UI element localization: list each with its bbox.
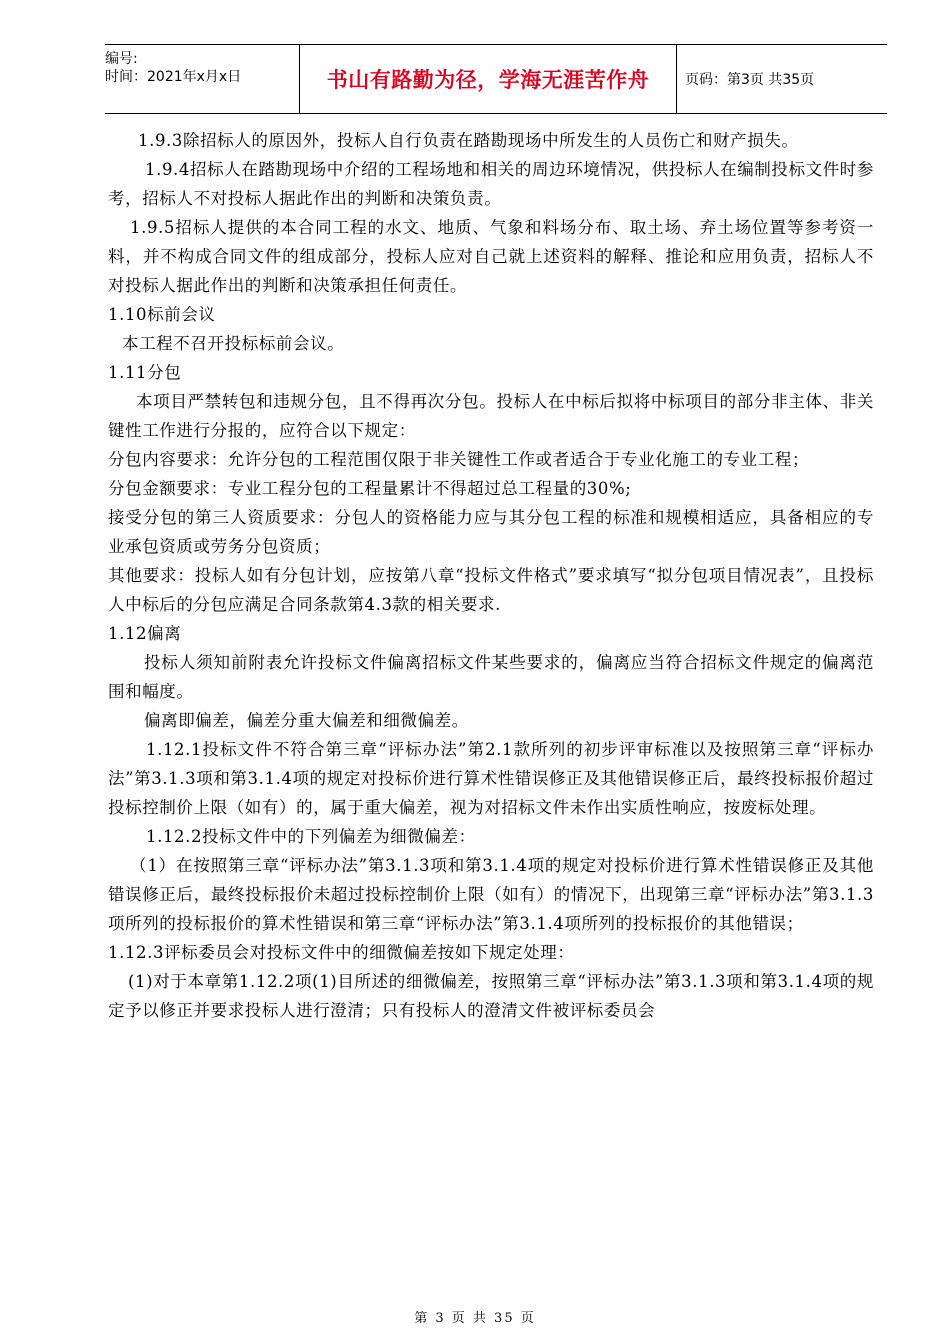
paragraph-subcontract-other: 其他要求：投标人如有分包计划，应按第八章“投标文件格式”要求填写“拟分包项目情况表”，且投标人中标后的分包应满足合同条款第4.3款的相关要求. [108, 566, 874, 614]
page-header [105, 44, 887, 114]
header-motto: 书山有路勤为径，学海无涯苦作舟 [300, 45, 677, 113]
paragraph-subcontract-qualification: 接受分包的第三人资质要求：分包人的资格能力应与其分包工程的标准和规模相适应，具备相应的专业承包资质或劳务分包资质； [108, 508, 874, 556]
page-footer: 第 3 页 共 35 页 [414, 1311, 536, 1326]
paragraph-subcontract-intro: 本项目严禁转包和违规分包，且不得再次分包。投标人在中标后拟将中标项目的部分非主体、非关键性工作进行分报的，应符合以下规定： [108, 392, 874, 440]
paragraph-1-12-3: 1.12.3评标委员会对投标文件中的细微偏差按如下规定处理： [108, 943, 575, 962]
paragraph-1-12-2: 1.12.2投标文件中的下列偏差为细微偏差： [146, 827, 476, 846]
heading-1-10: 1.10标前会议 [108, 305, 216, 324]
header-page-info: 页码：第3页 共35页 [685, 72, 815, 88]
document-time: 时间：2021年x月x日 [105, 69, 242, 85]
paragraph-subcontract-content: 分包内容要求：允许分包的工程范围仅限于非关键性工作或者适合于专业化施工的专业工程； [108, 450, 810, 469]
paragraph-deviation-intro: 投标人须知前附表允许投标文件偏离招标文件某些要求的，偏离应当符合招标文件规定的偏离范围和幅度。 [108, 653, 874, 701]
document-number-label: 编号: [105, 51, 138, 67]
paragraph-1-12-1: 1.12.1投标文件不符合第三章“评标办法”第2.1款所列的初步评审标准以及按照第三章“评标办法”第3.1.3项和第3.1.4项的规定对投标价进行算术性错误修正及其他错误修正后，最终投标报价超过投标控制价上限（如有）的，属于重大偏差，视为对招标文件未作出实质性响应，按废标处理。 [108, 740, 874, 817]
heading-1-11: 1.11分包 [108, 363, 182, 382]
paragraph-1-12-3-item-1: (1)对于本章第1.12.2项(1)目所述的细微偏差，按照第三章“评标办法”第3.1.3项和第3.1.4项的规定予以修正并要求投标人进行澄清；只有投标人的澄清文件被评标委员会 [108, 972, 874, 1020]
document-body [108, 126, 874, 1025]
paragraph-subcontract-amount: 分包金额要求：专业工程分包的工程量累计不得超过总工程量的30%; [108, 479, 632, 498]
paragraph-1-9-5: 1.9.5招标人提供的本合同工程的水文、地质、气象和料场分布、取土场、弃土场位置等参考资一料，并不构成合同文件的组成部分，投标人应对自己就上述资料的解释、推论和应用负责，招标人不对投标人据此作出的判断和决策承担任何责任。 [108, 218, 874, 295]
header-meta [105, 45, 300, 113]
paragraph-1-9-4: 1.9.4招标人在踏勘现场中介绍的工程场地和相关的周边环境情况，供投标人在编制投标文件时参考，招标人不对投标人据此作出的判断和决策负责。 [108, 160, 874, 208]
paragraph-deviation-definition: 偏离即偏差，偏差分重大偏差和细微偏差。 [144, 711, 469, 730]
paragraph-1-12-2-item-1: （1）在按照第三章“评标办法”第3.1.3项和第3.1.4项的规定对投标价进行算术性错误修正及其他错误修正后，最终投标报价未超过投标控制价上限（如有）的情况下，出现第三章“评标办法”第3.1.3项所列的投标报价的算术性错误和第三章“评标办法”第3.1.4项所列的投标报价的其他错误； [108, 856, 874, 933]
heading-1-12: 1.12偏离 [108, 624, 182, 643]
paragraph-1-9-3: 1.9.3除招标人的原因外，投标人自行负责在踏勘现场中所发生的人员伤亡和财产损失。 [138, 131, 799, 150]
paragraph-no-prebid-meeting: 本工程不召开投标标前会议。 [122, 334, 345, 353]
